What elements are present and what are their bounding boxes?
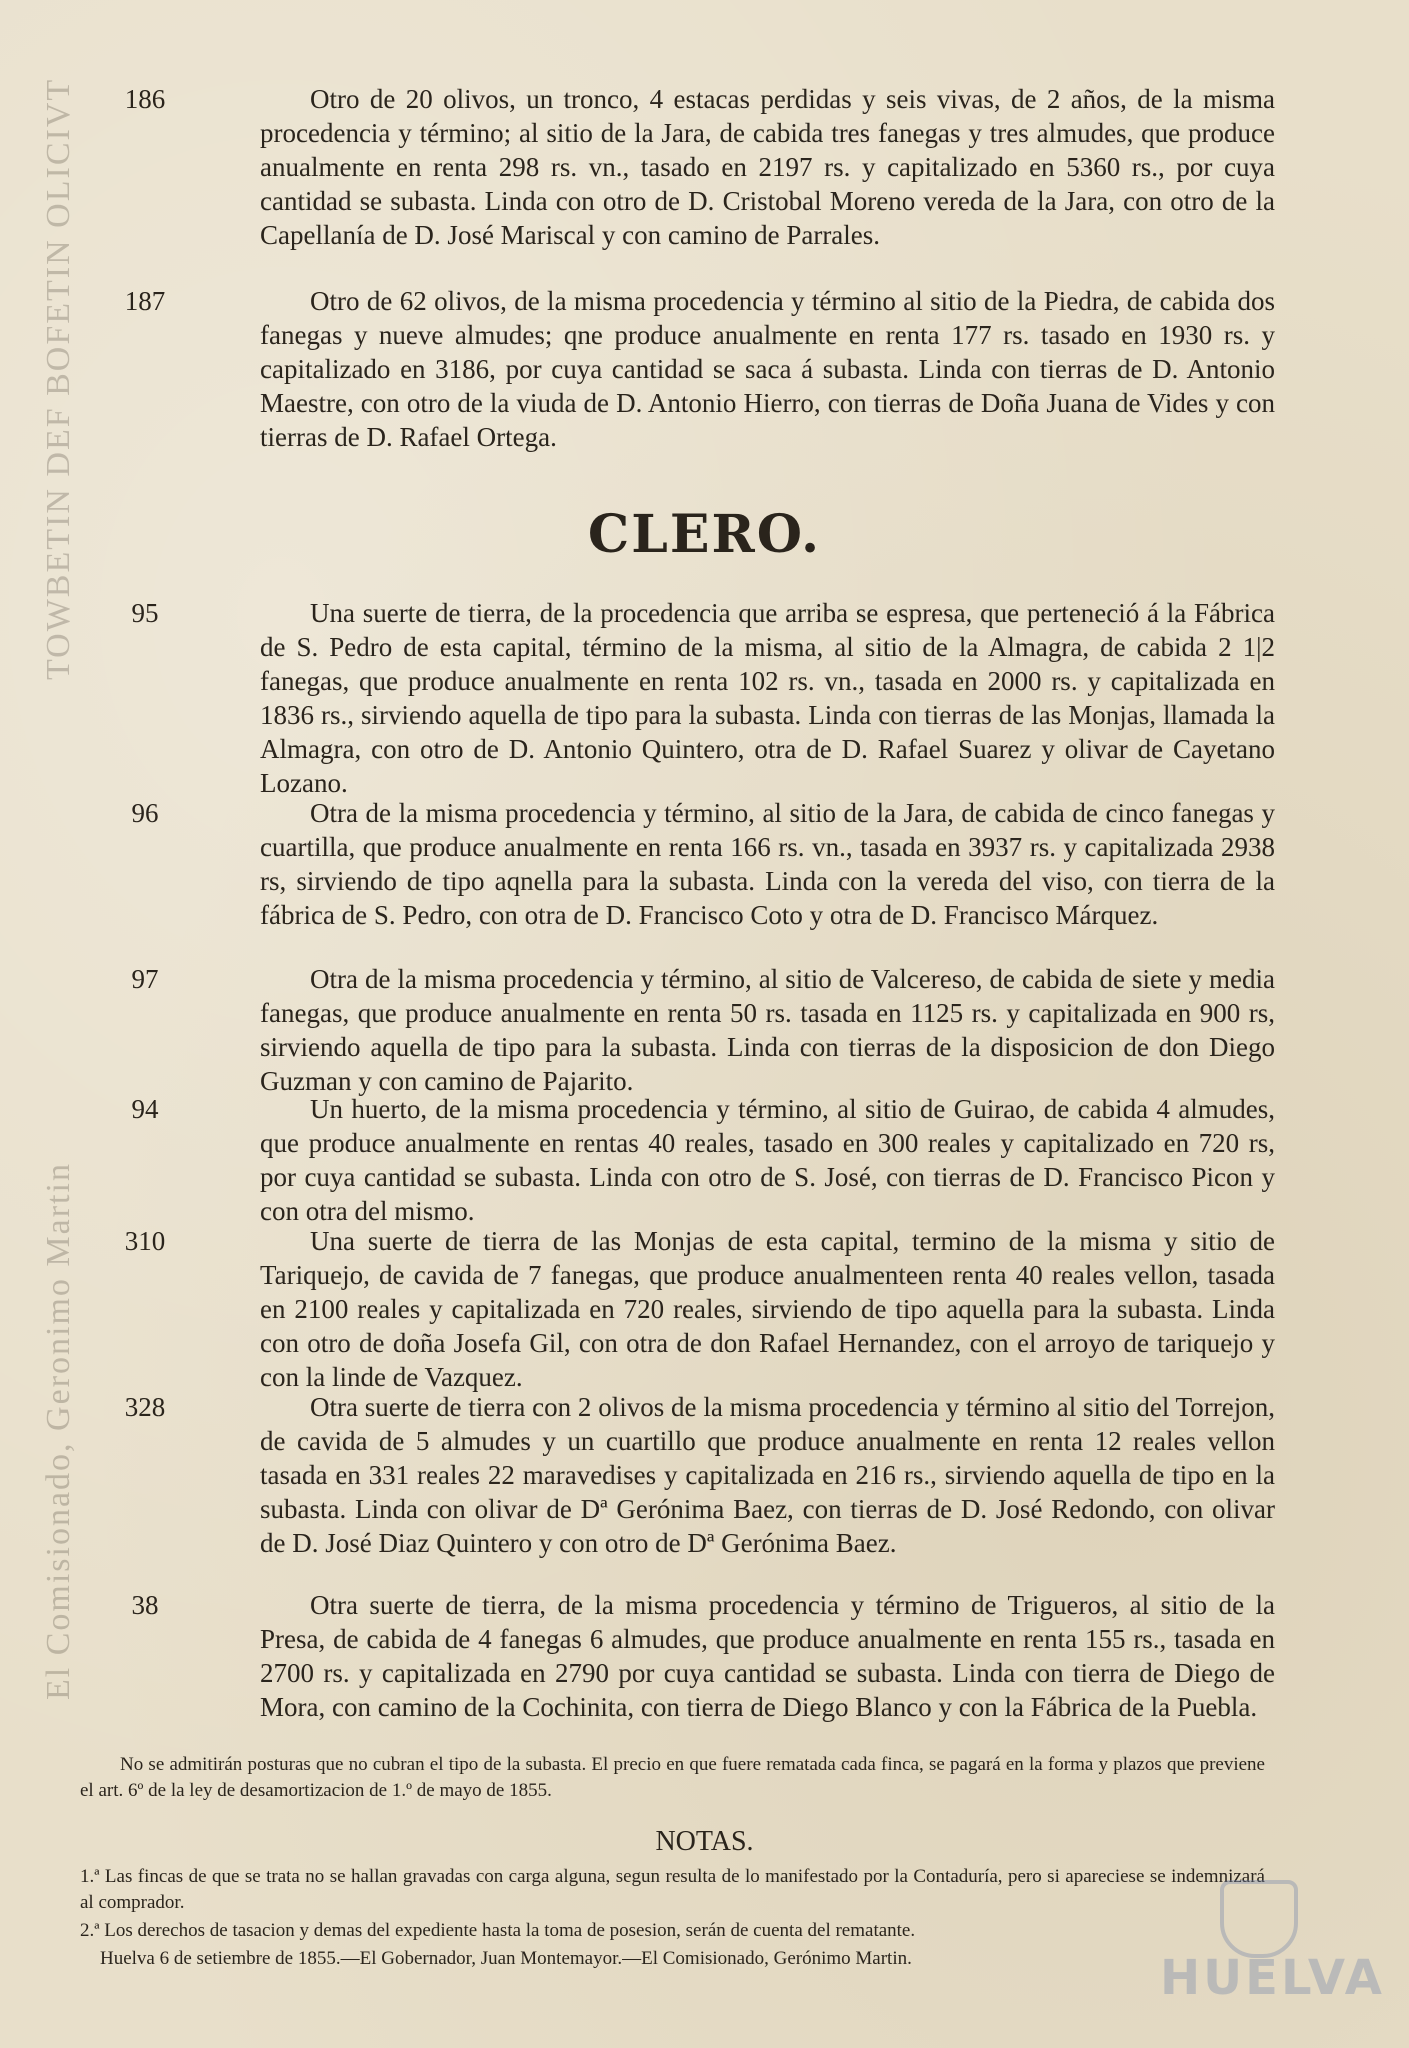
entry-number: 94 [131,1094,159,1124]
clero-entry-95 [100,596,1275,800]
crest-icon [1220,1880,1298,1958]
watermark-text: HUELVA [1160,1950,1385,2006]
entry-number: 187 [124,286,166,316]
archive-watermark [1140,1880,1385,2030]
entry-text: Un huerto, de la misma procedencia y término, al sitio de Guirao, de cabida 4 almudes, que produce anualmente en rentas 40 reales, tasado en 300 reales y capitalizado en 720 rs, por cuya cantidad se subasta. Linda con otro de S. José, con tierras de D. Francisco Picon y con otra del mismo. [260,1094,1275,1226]
nota-1: 1.ª Las fincas de que se trata no se hallan gravadas con carga alguna, segun resulta de lo manifestado por la Contaduría, pero si apareciese se indemnizará al comprador. [80,1866,1265,1913]
entry-text: Otra suerte de tierra con 2 olivos de la misma procedencia y término al sitio del Torrejon, de cavida de 5 almudes y un cuartillo que produce anualmente en renta 12 reales vellon tasada en 331 reales 22 maravedises y capitalizada en 216 rs., sirviendo aquella de tipo en la subasta. Linda con olivar de Dª Gerónima Baez, con tierras de D. José Redondo, con olivar de D. José Diaz Quintero y con otro de Dª Gerónima Baez. [260,1392,1275,1558]
entry-187 [100,284,1275,454]
entry-text: Otro de 62 olivos, de la misma procedencia y término al sitio de la Piedra, de cabida dos fanegas y nueve almudes; qne produce anualmente en renta 177 rs. tasado en 1930 rs. y capitalizado en 3186, por cuya cantidad se saca á subasta. Linda con tierras de D. Antonio Maestre, con otro de la viuda de D. Antonio Hierro, con tierras de Doña Juana de Vides y con tierras de D. Rafael Ortega. [260,286,1275,452]
entry-number: 97 [131,964,159,994]
entry-text: Una suerte de tierra de las Monjas de esta capital, termino de la misma y sitio de Tariquejo, de cavida de 7 fanegas, que produce anualmenteen renta 40 reales vellon, tasada en 2100 reales y capitalizada en 720 reales, sirviendo de tipo aquella para la subasta. Linda con otro de doña Josefa Gil, con otra de don Rafael Hernandez, con el arroyo de tariquejo y con la linde de Vazquez. [260,1226,1275,1392]
entry-186 [100,82,1275,252]
spine-text-top: TOWBETIN DEF BOFETIN OLICIVT [40,77,77,680]
entry-number: 95 [131,598,159,628]
postura-note: No se admitirán posturas que no cubran el tipo de la subasta. El precio en que fuere rematada cada finca, se pagará en la forma y plazos que previene el art. 6º de la ley de desamortizacion de 1.º de mayo de 1855. [80,1754,1265,1801]
entry-number: 38 [131,1590,159,1620]
spine-bleedthrough [30,77,90,1720]
entry-text: Otra suerte de tierra, de la misma procedencia y término de Trigueros, al sitio de la Presa, de cabida de 4 fanegas 6 almudes, que produce anualmente en renta 155 rs., tasada en 2700 rs. y capitalizada en 2790 por cuya cantidad se subasta. Linda con tierra de Diego de Mora, con camino de la Cochinita, con tierra de Diego Blanco y con la Fábrica de la Puebla. [260,1590,1275,1722]
section-title: CLERO. [587,504,822,565]
clero-entry-328 [100,1390,1275,1560]
clero-entry-94 [100,1092,1275,1228]
clero-entry-38 [100,1588,1275,1724]
entry-text: Otra de la misma procedencia y término, al sitio de la Jara, de cabida de cinco fanegas y cuartilla, que produce anualmente en renta 166 rs. vn., tasada en 3937 rs. y capitalizada 2938 rs, sirviendo de tipo aqnella para la subasta. Linda con la vereda del viso, con tierra de la fábrica de S. Pedro, con otra de D. Francisco Coto y otra de D. Francisco Márquez. [260,798,1275,930]
clero-entry-310 [100,1224,1275,1394]
entry-number: 310 [124,1226,166,1256]
entry-text: Una suerte de tierra, de la procedencia que arriba se espresa, que perteneció á la Fábrica de S. Pedro de esta capital, término de la misma, al sitio de la Almagra, de cabida 2 1|2 fanegas, que produce anualmente en renta 102 rs. vn., tasada en 2000 rs. y capitalizada en 1836 rs., sirviendo aquella de tipo para la subasta. Linda con tierras de las Monjas, llamada la Almagra, con otro de D. Antonio Quintero, otra de D. Rafael Suarez y olivar de Cayetano Lozano. [260,598,1275,798]
nota-2: 2.ª Los derechos de tasacion y demas del expediente hasta la toma de posesion, serán de cuenta del rematante. [80,1920,916,1941]
entry-text: Otra de la misma procedencia y término, al sitio de Valcereso, de cabida de siete y media fanegas, que produce anualmente en renta 50 rs. tasada en 1125 rs. y capitalizada en 900 rs, sirviendo aquella de tipo para la subasta. Linda con tierras de la disposicion de don Diego Guzman y con camino de Pajarito. [260,964,1275,1096]
spine-text-bottom: El Comisionado, Geronimo Martin [40,1162,77,1700]
entry-number: 186 [124,84,166,114]
clero-entry-97 [100,962,1275,1098]
clero-entry-96 [100,796,1275,932]
entry-text: Otro de 20 olivos, un tronco, 4 estacas perdidas y seis vivas, de 2 años, de la misma procedencia y término; al sitio de la Jara, de cabida tres fanegas y tres almudes, que produce anualmente en renta 298 rs. vn., tasado en 2197 rs. y capitalizado en 5360 rs., por cuya cantidad se subasta. Linda con otro de D. Cristobal Moreno vereda de la Jara, con otro de la Capellanía de D. José Mariscal y con camino de Parrales. [260,84,1275,250]
signature-line: Huelva 6 de setiembre de 1855.—El Gobernador, Juan Montemayor.—El Comisionado, Gerónimo Martin. [100,1948,912,1969]
entry-number: 328 [124,1392,166,1422]
entry-number: 96 [131,798,159,828]
notas-title: NOTAS. [655,1826,754,1857]
